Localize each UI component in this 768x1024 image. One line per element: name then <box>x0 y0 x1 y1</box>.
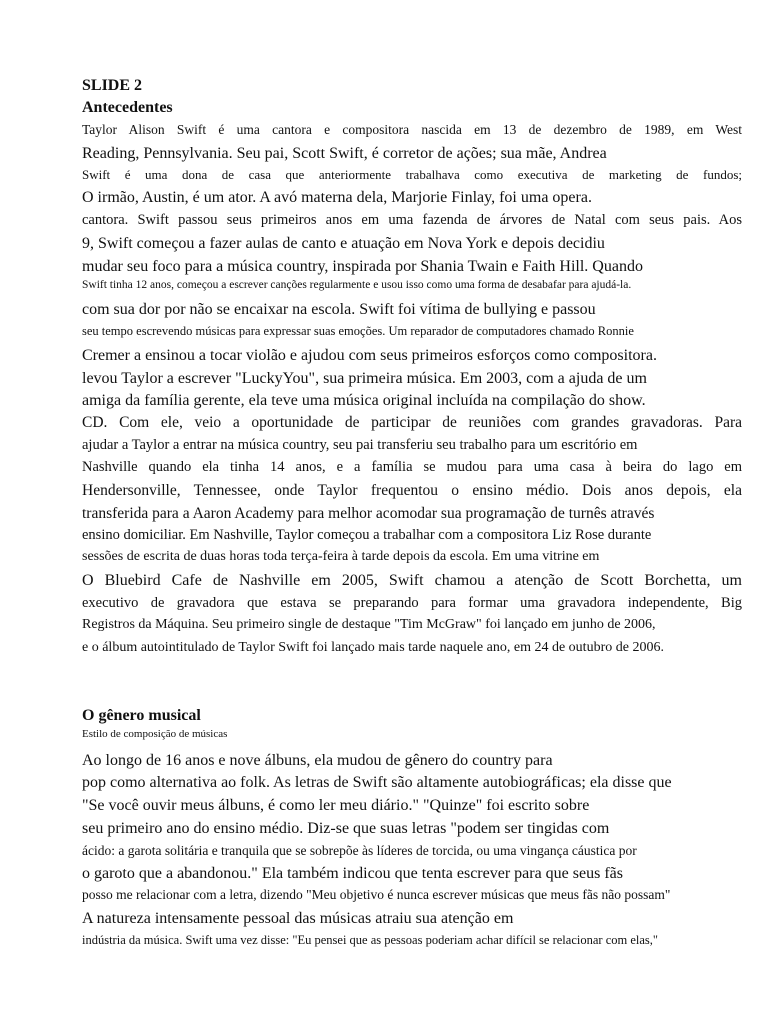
paragraph-line: levou Taylor a escrever "LuckyYou", sua primeira música. Em 2003, com a ajuda de um <box>82 370 647 387</box>
paragraph-line: 9, Swift começou a fazer aulas de canto e atuação em Nova York e depois decidiu <box>82 235 605 252</box>
paragraph-line: Registros da Máquina. Seu primeiro single de destaque "Tim McGraw" foi lançado em junho de 2006, <box>82 617 656 632</box>
paragraph-line: indústria da música. Swift uma vez disse: "Eu pensei que as pessoas poderiam achar difícil se relacionar com elas," <box>82 933 658 947</box>
paragraph-line: "Se você ouvir meus álbuns, é como ler meu diário." "Quinze" foi escrito sobre <box>82 797 590 814</box>
paragraph-line: Hendersonville, Tennessee, onde Taylor frequentou o ensino médio. Dois anos depois, ela <box>82 482 742 499</box>
paragraph-line: Taylor Alison Swift é uma cantora e compositora nascida em 13 de dezembro de 1989, em West <box>82 122 742 137</box>
paragraph-line: executivo de gravadora que estava se preparando para formar uma gravadora independente, Big <box>82 595 742 611</box>
paragraph-line: com sua dor por não se encaixar na escola. Swift foi vítima de bullying e passou <box>82 301 596 318</box>
paragraph-line: amiga da família gerente, ela teve uma música original incluída na compilação do show. <box>82 392 646 409</box>
section-subheading: Estilo de composição de músicas <box>82 728 228 740</box>
paragraph-line: mudar seu foco para a música country, inspirada por Shania Twain e Faith Hill. Quando <box>82 258 643 275</box>
paragraph-line: Ao longo de 16 anos e nove álbuns, ela mudou de gênero do country para <box>82 752 553 769</box>
paragraph-line: O irmão, Austin, é um ator. A avó materna dela, Marjorie Finlay, foi uma opera. <box>82 189 592 206</box>
paragraph-line: transferida para a Aaron Academy para melhor acomodar sua programação de turnês através <box>82 505 655 522</box>
paragraph-line: A natureza intensamente pessoal das músicas atraiu sua atenção em <box>82 910 514 927</box>
paragraph-line: sessões de escrita de duas horas toda terça-feira à tarde depois da escola. Em uma vitrine em <box>82 549 600 564</box>
slide-label: SLIDE 2 <box>82 77 143 94</box>
paragraph-line: O Bluebird Cafe de Nashville em 2005, Swift chamou a atenção de Scott Borchetta, um <box>82 572 742 589</box>
section-heading-genero-musical: O gênero musical <box>82 707 201 724</box>
paragraph-line: ensino domiciliar. Em Nashville, Taylor começou a trabalhar com a compositora Liz Rose durante <box>82 527 652 543</box>
paragraph-line: Swift tinha 12 anos, começou a escrever canções regularmente e usou isso como uma forma de desabafar para ajudá-la. <box>82 279 632 291</box>
paragraph-line: Cremer a ensinou a tocar violão e ajudou com seus primeiros esforços como compositora. <box>82 347 657 364</box>
section-heading-antecedentes: Antecedentes <box>82 99 173 116</box>
paragraph-line: Nashville quando ela tinha 14 anos, e a família se mudou para uma casa à beira do lago em <box>82 459 742 475</box>
paragraph-line: o garoto que a abandonou." Ela também indicou que tenta escrever para que seus fãs <box>82 865 623 882</box>
paragraph-line: ácido: a garota solitária e tranquila que se sobrepõe às líderes de torcida, ou uma vingança cáustica por <box>82 843 637 858</box>
paragraph-line: posso me relacionar com a letra, dizendo "Meu objetivo é nunca escrever músicas que meus fãs não possam" <box>82 887 671 902</box>
paragraph-line: Swift é uma dona de casa que anteriormente trabalhava como executiva de marketing de fundos; <box>82 167 742 182</box>
paragraph-line: Reading, Pennsylvania. Seu pai, Scott Swift, é corretor de ações; sua mãe, Andrea <box>82 145 607 162</box>
paragraph-line: cantora. Swift passou seus primeiros anos em uma fazenda de árvores de Natal com seus pais. Aos <box>82 212 742 228</box>
paragraph-line: seu primeiro ano do ensino médio. Diz-se que suas letras "podem ser tingidas com <box>82 820 610 837</box>
paragraph-line: e o álbum autointitulado de Taylor Swift foi lançado mais tarde naquele ano, em 24 de outubro de 2006. <box>82 640 664 655</box>
paragraph-line: ajudar a Taylor a entrar na música country, seu pai transferiu seu trabalho para um escritório em <box>82 437 638 453</box>
paragraph-line: CD. Com ele, veio a oportunidade de participar de reuniões com grandes gravadoras. Para <box>82 414 742 431</box>
paragraph-line: seu tempo escrevendo músicas para expressar suas emoções. Um reparador de computadores chamado Ronnie <box>82 324 634 338</box>
paragraph-line: pop como alternativa ao folk. As letras de Swift são altamente autobiográficas; ela disse que <box>82 774 672 791</box>
